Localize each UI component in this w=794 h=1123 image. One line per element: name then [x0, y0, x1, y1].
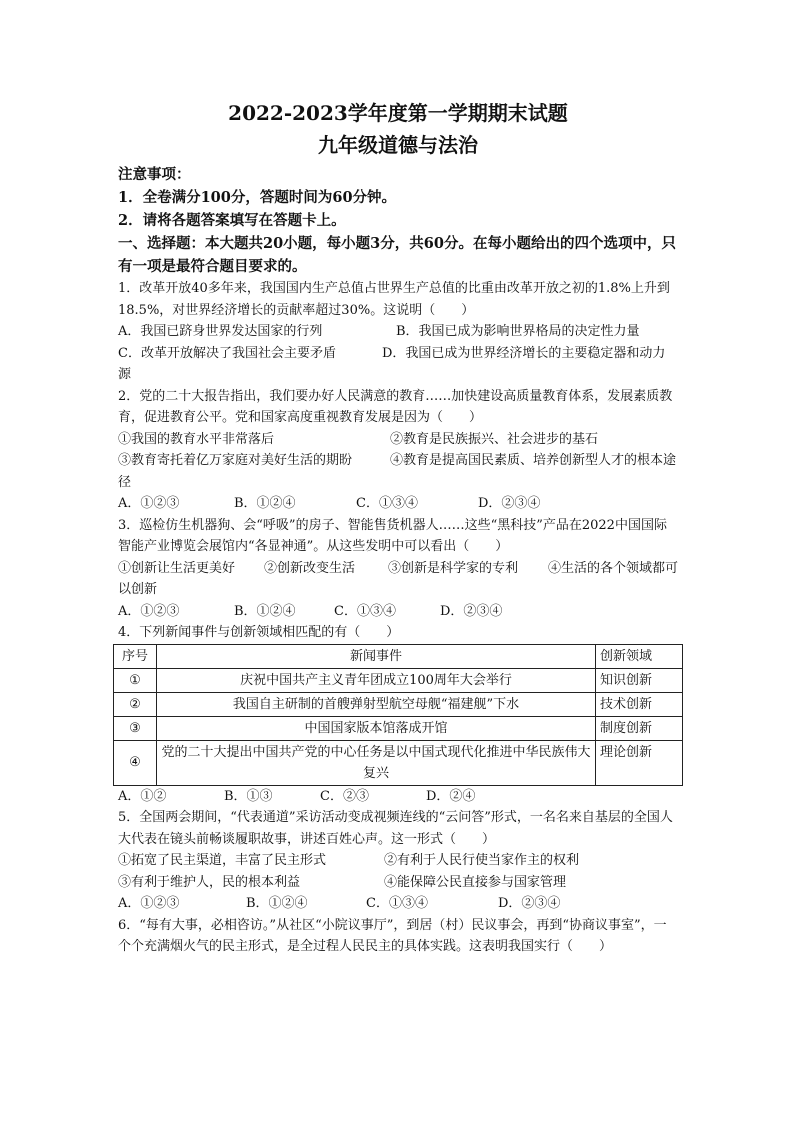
- question-stem: 4．下列新闻事件与创新领域相匹配的有（ ）: [118, 625, 400, 640]
- option-a: A．①②③: [118, 896, 180, 911]
- question-stem: 5．全国两会期间，“代表通道”采访活动变成视频连线的“云问答”形式，一名名来自基层的全国人大代表在镜头前畅谈履职故事，讲述百姓心声。这一形式（ ）: [118, 810, 673, 847]
- statement-3: ③创新是科学家的专利: [388, 560, 519, 576]
- table-row: [114, 740, 683, 785]
- row-no: ③: [114, 716, 157, 740]
- question-3: [118, 515, 678, 623]
- question-stem: 6．“每有大事，必相咨访。”从社区“小院议事厅”，到居（村）民议事会，再到“协商议事室”，一个个充满烟火气的民主形式，是全过程人民民主的具体实践。这表明我国实行（ ）: [118, 917, 667, 954]
- statement-1: ①我国的教育水平非常落后: [118, 431, 275, 447]
- option-d: D．②③④: [498, 896, 561, 911]
- question-stem: 1．改革开放40多年来，我国国内生产总值占世界生产总值的比重由改革开放之初的1.8%上升到18.5%，对世界经济增长的贡献率超过30%。这说明（ ）: [118, 281, 670, 318]
- option-d: D．我国已成为世界经济增长的主要稳定器和动力源: [118, 345, 666, 382]
- table-row: [114, 692, 683, 716]
- header-no: 序号: [114, 644, 157, 668]
- option-b: B．①②④: [234, 496, 296, 511]
- option-c: C．改革开放解决了我国社会主要矛盾: [118, 345, 336, 361]
- section-heading: 一、选择题：本大题共20小题，每小题3分，共60分。在每小题给出的四个选项中，只有一项是最符合题目要求的。: [118, 235, 676, 275]
- notes-heading: 注意事项：: [118, 166, 191, 183]
- question-stem: 2．党的二十大报告指出，我们要办好人民满意的教育……加快建设高质量教育体系，发展素质教育，促进教育公平。党和国家高度重视教育发展是因为（ ）: [118, 388, 673, 425]
- row-no: ②: [114, 692, 157, 716]
- table-row: [114, 716, 683, 740]
- option-c: C．①③④: [334, 603, 396, 619]
- statement-3: ③有利于维护人，民的根本利益: [118, 874, 301, 890]
- header-field: 创新领域: [596, 644, 683, 668]
- exam-title: 2022-2023学年度第一学期期末试题: [228, 101, 568, 125]
- statement-1: ①拓宽了民主渠道，丰富了民主形式: [118, 853, 327, 868]
- statement-4: ④教育是提高国民素质、培养创新型人才的根本途径: [118, 453, 677, 490]
- option-d: D．②④: [426, 788, 476, 804]
- statement-1: ①创新让生活更美好: [118, 560, 236, 576]
- statement-4: ④能保障公民直接参与国家管理: [384, 874, 567, 890]
- news-table: [113, 644, 683, 786]
- option-c: C．①③④: [356, 496, 418, 511]
- table-row: [114, 668, 683, 692]
- question-4: [118, 622, 678, 807]
- row-field: 技术创新: [596, 692, 683, 716]
- question-2: [118, 386, 678, 515]
- row-event: 我国自主研制的首艘弹射型航空母舰“福建舰”下水: [157, 692, 596, 716]
- row-field: 理论创新: [596, 740, 683, 785]
- question-stem: 3．巡检仿生机器狗、会“呼吸”的房子、智能售货机器人……这些“黑科技”产品在2022中国国际智能产业博览会展馆内“各显神通”。从这些发明中可以看出（ ）: [118, 517, 667, 554]
- option-d: D．②③④: [478, 496, 541, 511]
- option-a: A．①②: [118, 788, 167, 804]
- row-no: ①: [114, 668, 157, 692]
- row-event: 中国国家版本馆落成开馆: [157, 716, 596, 740]
- option-b: B．①②④: [246, 896, 308, 911]
- option-b: B．我国已成为影响世界格局的决定性力量: [396, 324, 640, 339]
- option-b: B．①②④: [234, 603, 296, 619]
- exam-subject: 九年级道德与法治: [318, 133, 478, 157]
- statement-4: ④生活的各个领域都可以创新: [118, 560, 679, 597]
- table-header-row: [114, 644, 683, 668]
- statement-2: ②创新改变生活: [264, 560, 356, 576]
- option-b: B．①③: [224, 788, 273, 804]
- row-field: 知识创新: [596, 668, 683, 692]
- question-5: [118, 807, 678, 915]
- option-a: A．①②③: [118, 603, 180, 619]
- row-event: 党的二十大提出中国共产党的中心任务是以中国式现代化推进中华民族伟大复兴: [157, 740, 596, 785]
- header-event: 新闻事件: [157, 644, 596, 668]
- question-6: [118, 915, 678, 958]
- row-no: ④: [114, 740, 157, 785]
- exam-page: [118, 100, 678, 958]
- statement-3: ③教育寄托着亿万家庭对美好生活的期盼: [118, 453, 353, 468]
- option-a: A．①②③: [118, 496, 180, 511]
- row-field: 制度创新: [596, 716, 683, 740]
- note-item: 2．请将各题答案填写在答题卡上。: [118, 212, 346, 229]
- statement-2: ②有利于人民行使当家作主的权利: [384, 853, 580, 868]
- statement-2: ②教育是民族振兴、社会进步的基石: [390, 431, 599, 447]
- option-c: C．①③④: [366, 896, 428, 911]
- row-event: 庆祝中国共产主义青年团成立100周年大会举行: [157, 668, 596, 692]
- option-a: A．我国已跻身世界发达国家的行列: [118, 324, 323, 339]
- option-c: C．②③: [320, 788, 369, 804]
- note-item: 1．全卷满分100分，答题时间为60分钟。: [118, 189, 397, 206]
- option-d: D．②③④: [440, 603, 503, 619]
- question-1: [118, 278, 678, 386]
